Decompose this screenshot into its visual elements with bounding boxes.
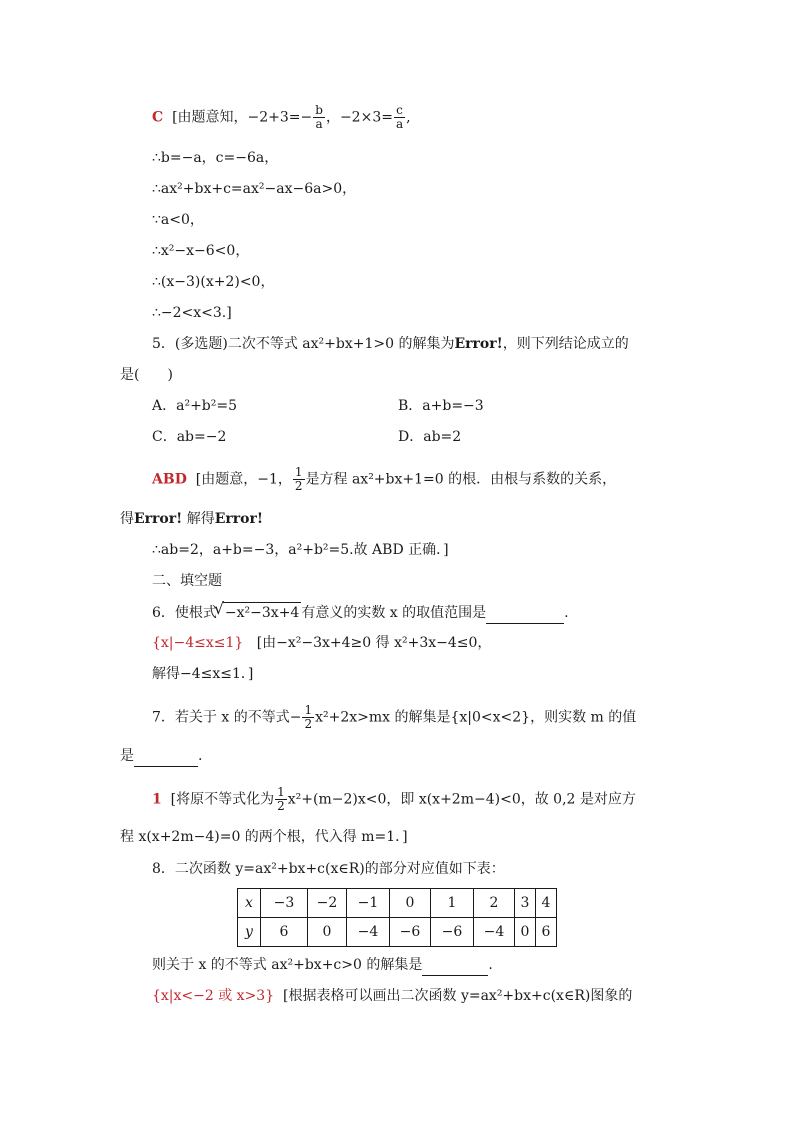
denominator: 2: [277, 799, 285, 813]
y-label: y: [245, 924, 253, 940]
text: 6．使根式: [152, 605, 217, 621]
solution-4-line-1: [152, 104, 411, 131]
option-b: B．a+b=−3: [398, 398, 484, 414]
question-5-cont: 是( ): [120, 367, 173, 383]
table-row-y: [238, 918, 557, 947]
numerator: 1: [304, 703, 313, 717]
text: ,: [406, 109, 411, 126]
denominator: 2: [304, 717, 313, 731]
solution-4-line-2: ∴b=−a，c=−6a，: [152, 150, 279, 166]
text: .: [564, 605, 569, 621]
solution-5-line-2: [120, 509, 263, 529]
text: ，−2×3=: [325, 109, 393, 126]
answer-label: ABD: [152, 471, 187, 488]
error-text: Error!: [214, 511, 264, 527]
table-cell: −6: [431, 918, 474, 947]
text: [由题意知，−2+3=−: [172, 109, 313, 126]
text: 是方程 ax²+bx+1=0 的根．由根与系数的关系，: [305, 471, 617, 488]
text: ，则下列结论成立的: [502, 336, 629, 352]
text: x²+(m−2)x<0，即 x(x+2m−4)<0，故 0,2 是对应方: [287, 791, 636, 808]
table-row-x: [238, 889, 557, 918]
answer-blank: [134, 746, 198, 767]
solution-6-line-1: [152, 633, 491, 653]
value-table: [237, 888, 557, 947]
answer-blank: [422, 955, 488, 976]
solution-8-line-1: [152, 986, 632, 1006]
text: 得: [120, 511, 134, 527]
text: [将原不等式化为: [170, 791, 275, 808]
solution-5-line-3: ∴ab=2，a+b=−3，a²+b²=5.故 ABD 正确．]: [152, 542, 449, 558]
table-cell: −3: [261, 889, 308, 918]
table-cell: 6: [261, 918, 308, 947]
question-7-cont: [120, 746, 202, 767]
fraction: [275, 786, 287, 813]
error-text: Error!: [454, 336, 503, 352]
question-7: [152, 704, 636, 731]
question-8-cont: [152, 955, 493, 976]
fraction: [293, 466, 305, 493]
text: 有意义的实数 x 的取值范围是: [301, 605, 487, 621]
table-cell: −4: [474, 918, 515, 947]
option-a: A．a²+b²=5: [152, 398, 238, 414]
radical: √ −x²−3x+4: [223, 602, 301, 623]
error-text: Error!: [134, 511, 183, 527]
table-cell: 4: [536, 889, 557, 918]
table-header-cell: [238, 889, 261, 918]
numerator: 1: [277, 785, 285, 799]
solution-4-line-3: ∴ax²+bx+c=ax²−ax−6a>0，: [152, 181, 357, 197]
solution-4-line-5: ∴x²−x−6<0，: [152, 243, 250, 259]
answer-label: C: [152, 109, 164, 126]
table-cell: 6: [536, 918, 557, 947]
text: [由题意，−1，: [195, 471, 292, 488]
solution-5-line-1: [152, 466, 616, 493]
table-cell: 0: [308, 918, 347, 947]
solution-7-line-2: 程 x(x+2m−4)=0 的两个根，代入得 m=1．]: [120, 829, 408, 845]
option-c: C．ab=−2: [152, 429, 227, 445]
text: 解得: [182, 511, 215, 527]
question-6: [152, 602, 569, 624]
solution-7-line-1: [152, 786, 636, 813]
text: 7．若关于 x 的不等式−: [152, 709, 302, 726]
table-cell: −4: [347, 918, 390, 947]
solution-4-line-4: ∵a<0，: [152, 212, 204, 228]
text: [由−x²−3x+4≥0 得 x²+3x−4≤0，: [256, 635, 492, 651]
text: [根据表格可以画出二次函数 y=ax²+bx+c(x∈R)图象的: [283, 988, 633, 1004]
table-cell: −6: [390, 918, 431, 947]
table-cell: −1: [347, 889, 390, 918]
question-8: 8．二次函数 y=ax²+bx+c(x∈R)的部分对应值如下表：: [152, 861, 505, 877]
numerator: c: [396, 103, 403, 117]
denominator: 2: [294, 479, 303, 493]
table-cell: 0: [515, 918, 536, 947]
answer-label: {x|x<−2 或 x>3}: [152, 988, 275, 1004]
text: 5．(多选题)二次不等式 ax²+bx+1>0 的解集为: [152, 336, 455, 352]
text: .: [198, 748, 203, 764]
solution-6-line-2: 解得−4≤x≤1．]: [152, 666, 254, 682]
table-cell: −2: [308, 889, 347, 918]
solution-4-line-7: ∴−2<x<3.]: [152, 305, 232, 321]
denominator: a: [315, 117, 323, 131]
table-cell: 3: [515, 889, 536, 918]
fraction: [313, 104, 325, 131]
table-cell: 2: [474, 889, 515, 918]
text: x²+2x>mx 的解集是{x|0<x<2}，则实数 m 的值: [315, 709, 637, 726]
solution-4-line-6: ∴(x−3)(x+2)<0，: [152, 274, 275, 290]
x-label: x: [245, 895, 253, 911]
text: 则关于 x 的不等式 ax²+bx+c>0 的解集是: [152, 957, 423, 973]
table-header-cell: [238, 918, 261, 947]
section-heading: 二、填空题: [152, 573, 222, 589]
numerator: 1: [294, 465, 303, 479]
numerator: b: [315, 103, 323, 117]
fraction: [302, 704, 314, 731]
table-cell: 1: [431, 889, 474, 918]
text: .: [488, 957, 493, 973]
option-d: D．ab=2: [398, 429, 462, 445]
answer-blank: [486, 603, 564, 624]
table-cell: 0: [390, 889, 431, 918]
question-5: [152, 334, 629, 354]
fraction: [394, 104, 405, 131]
answer-label: 1: [152, 791, 162, 808]
text: 是: [120, 748, 134, 764]
denominator: a: [395, 117, 404, 131]
answer-label: {x|−4≤x≤1}: [152, 635, 244, 651]
